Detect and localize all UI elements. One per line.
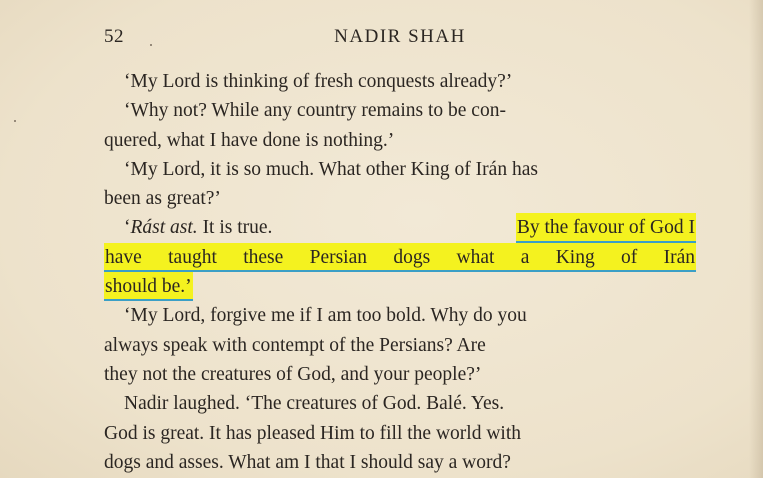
line-text: ‘My Lord is thinking of fresh conquests already?’ <box>124 71 513 92</box>
line-text <box>124 213 272 242</box>
line-text: ‘My Lord, forgive me if I am too bold. Why do you <box>124 305 527 327</box>
running-head: NADIR SHAH <box>334 26 466 47</box>
line-text: quered, what I have done is nothing.’ <box>104 129 395 151</box>
highlighted-text[interactable]: have taught these Persian dogs what a King of Irán <box>104 243 696 272</box>
page-header <box>104 26 696 56</box>
line-text: God is great. It has pleased Him to fill the world with <box>104 422 522 444</box>
text-line <box>104 67 696 96</box>
line-text: ‘Why not? While any country remains to be con- <box>124 100 506 122</box>
text-line <box>104 360 696 389</box>
line-text: dogs and asses. What am I that I should say a word? <box>104 451 511 473</box>
page-number: 52 <box>104 26 124 47</box>
text-line <box>104 331 696 360</box>
text-line <box>104 213 696 242</box>
text-line <box>104 155 696 184</box>
open-quote: ‘ <box>124 217 131 239</box>
line-text: they not the creatures of God, and your people?’ <box>104 363 482 385</box>
line-text: Nadir laughed. ‘The creatures of God. Balé. Yes. <box>124 393 505 415</box>
highlighted-text[interactable]: By the favour of God I <box>516 213 696 242</box>
text-line <box>104 184 696 213</box>
line-text: ‘My Lord, it is so much. What other King of Irán has <box>124 158 538 180</box>
text-line <box>104 448 696 477</box>
text-line <box>104 301 696 330</box>
line-text: always speak with contempt of the Persians? Are <box>104 334 486 356</box>
highlighted-text[interactable]: should be.’ <box>104 272 193 301</box>
plain-phrase: It is true. <box>197 217 273 239</box>
text-line <box>104 96 696 125</box>
page-edge-shadow <box>749 0 763 478</box>
text-line <box>104 243 696 272</box>
text-line <box>104 419 696 448</box>
italic-phrase: Rást ast. <box>130 217 198 239</box>
paper-speck <box>14 120 16 122</box>
text-line <box>104 389 696 418</box>
line-text: been as great?’ <box>104 188 221 210</box>
text-line <box>104 272 696 301</box>
body-text <box>104 67 696 477</box>
text-line <box>104 126 696 155</box>
